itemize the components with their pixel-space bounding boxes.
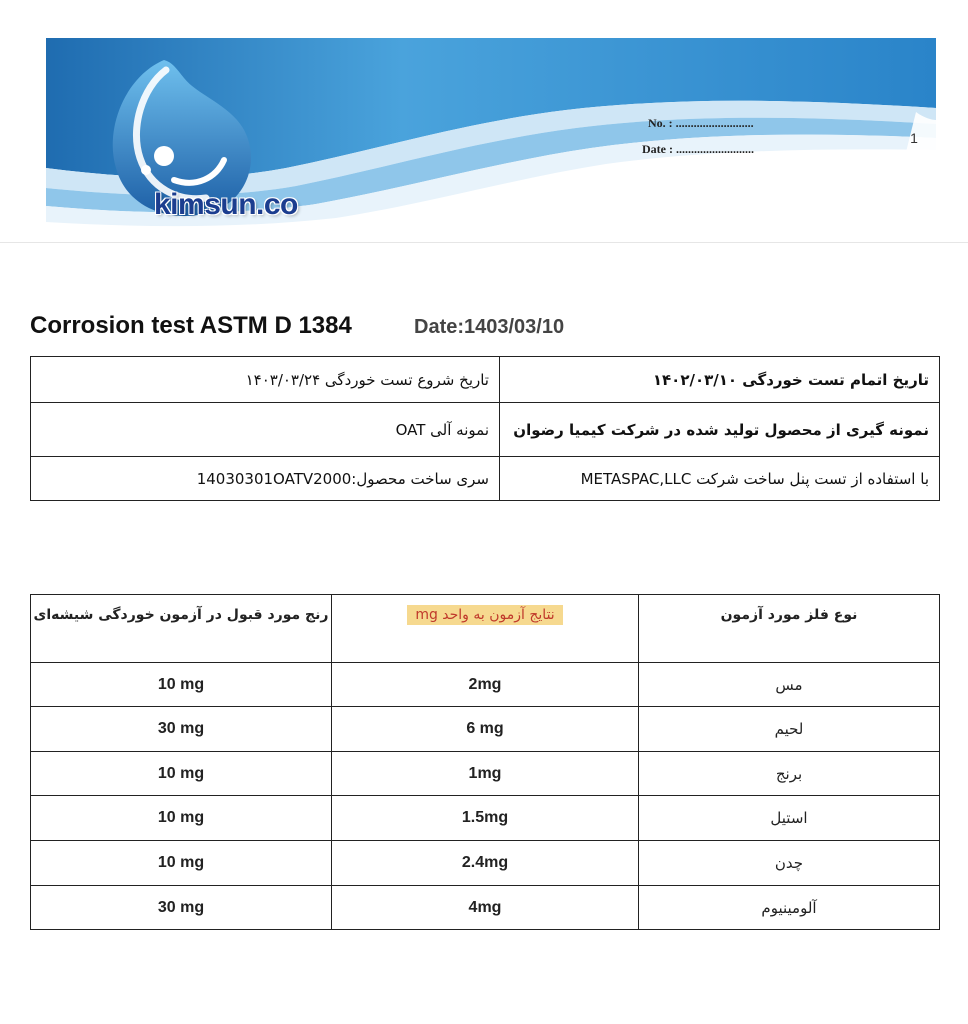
letterhead: [46, 38, 936, 228]
metal-cell: چدن: [639, 841, 940, 886]
sampling-cell: نمونه گیری از محصول تولید شده در شرکت کیمیا رضوان: [500, 403, 940, 457]
results-header-row: [31, 595, 940, 663]
range-cell: 10 mg: [31, 796, 332, 841]
metal-header: نوع فلز مورد آزمون: [639, 595, 940, 663]
table-row: [31, 752, 940, 796]
result-cell: 4mg: [332, 886, 639, 930]
table-row: [31, 841, 940, 886]
range-cell: 30 mg: [31, 707, 332, 752]
start-date-cell: تاریخ شروع تست خوردگی ۱۴۰۳/۰۳/۲۴: [31, 357, 500, 403]
metal-cell: استیل: [639, 796, 940, 841]
result-cell: 6 mg: [332, 707, 639, 752]
test-panel-cell: با استفاده از تست پنل ساخت شرکت METASPAC,LLC: [500, 457, 940, 501]
result-header-label: نتایج آزمون به واحد mg: [407, 605, 562, 625]
range-cell: 10 mg: [31, 841, 332, 886]
metal-cell: لحیم: [639, 707, 940, 752]
end-date-cell: تاریخ اتمام تست خوردگی ۱۴۰۲/۰۳/۱۰: [500, 357, 940, 403]
table-row: [31, 886, 940, 930]
document-date: Date:1403/03/10: [414, 316, 565, 338]
result-cell: 2.4mg: [332, 841, 639, 886]
range-cell: 10 mg: [31, 663, 332, 707]
info-row: [31, 357, 940, 403]
result-cell: 2mg: [332, 663, 639, 707]
range-cell: 10 mg: [31, 752, 332, 796]
range-header: رنج مورد قبول در آزمون خوردگی شیشه‌ای: [31, 595, 332, 663]
metal-cell: برنج: [639, 752, 940, 796]
batch-cell: سری ساخت محصول:14030301OATV2000: [31, 457, 500, 501]
result-cell: 1.5mg: [332, 796, 639, 841]
header-divider: [0, 242, 968, 243]
info-row: [31, 457, 940, 501]
result-cell: 1mg: [332, 752, 639, 796]
page-number: 1: [910, 130, 918, 146]
result-header: [332, 595, 639, 663]
metal-cell: آلومینیوم: [639, 886, 940, 930]
document-title: Corrosion test ASTM D 1384: [30, 312, 352, 339]
table-row: [31, 796, 940, 841]
info-row: [31, 403, 940, 457]
results-table: [30, 594, 940, 930]
number-field: No. : ..........................: [648, 116, 754, 130]
logo-wordmark: kimsun.co: [154, 188, 298, 221]
date-field: Date : ..........................: [642, 142, 754, 156]
info-table: [30, 356, 940, 501]
sample-type-cell: نمونه آلی OAT: [31, 403, 500, 457]
metal-cell: مس: [639, 663, 940, 707]
table-row: [31, 707, 940, 752]
range-cell: 30 mg: [31, 886, 332, 930]
table-row: [31, 663, 940, 707]
